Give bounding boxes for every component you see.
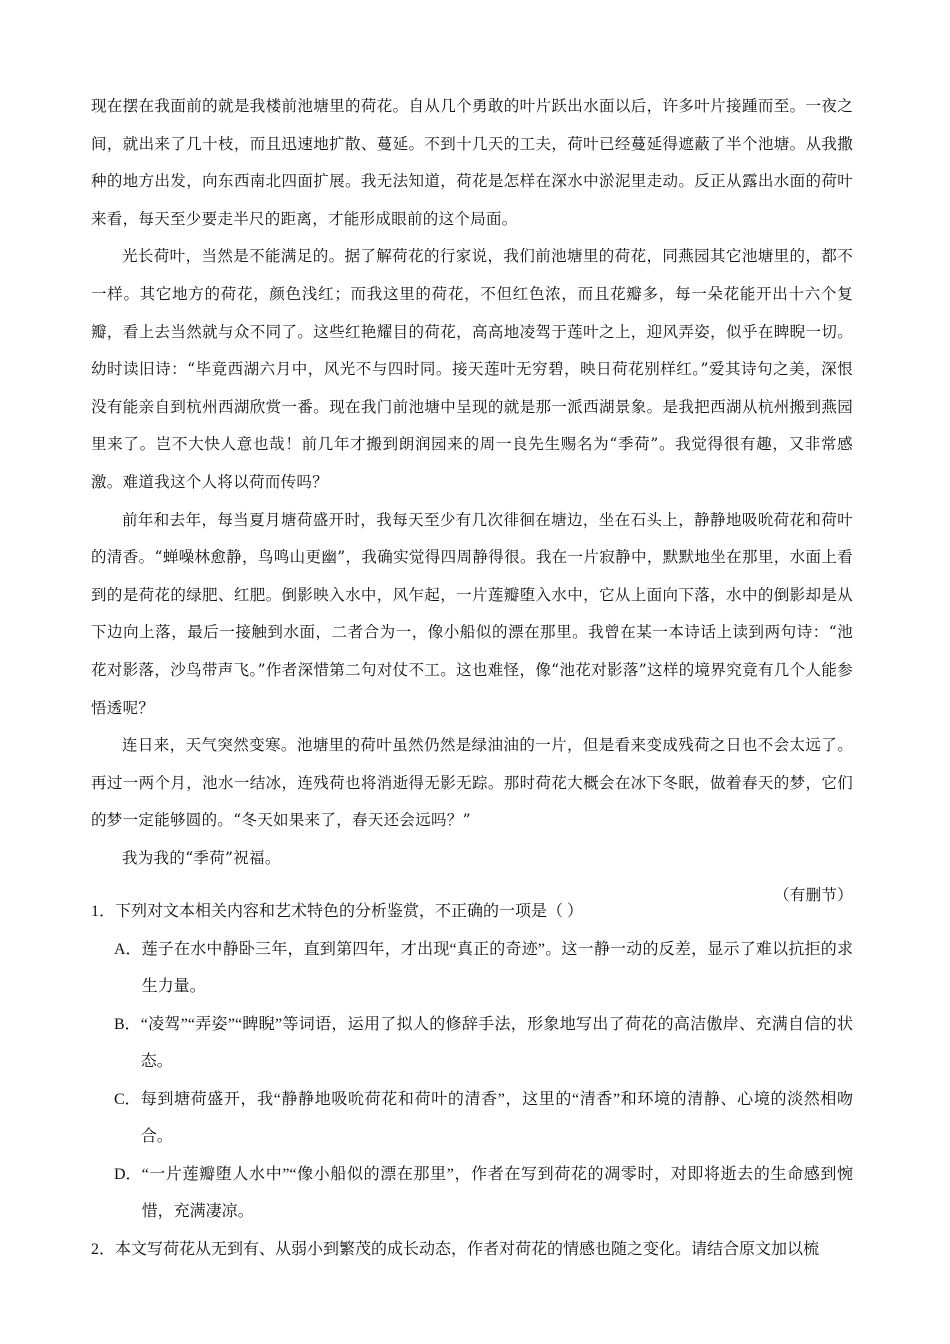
question-stem: 本文写荷花从无到有、从弱小到繁茂的成长动态，作者对荷花的情感也随之变化。请结合原文加以梳 bbox=[115, 1240, 820, 1258]
option-a bbox=[91, 931, 853, 1006]
option-text: 莲子在水中静卧三年，直到第四年，才出现“真正的奇迹”。这一静一动的反差，显示了难以抗拒的求生力量。 bbox=[141, 940, 853, 995]
option-letter: C． bbox=[114, 1090, 141, 1108]
option-c bbox=[91, 1081, 853, 1156]
question-number: 2． bbox=[91, 1240, 116, 1258]
passage-paragraph: 现在摆在我面前的就是我楼前池塘里的荷花。自从几个勇敢的叶片跃出水面以后，许多叶片接踵而至。一夜之间，就出来了几十枝，而且迅速地扩散、蔓延。不到十几天的工夫，荷叶已经蔓延得遮蔽了半个池塘。从我撒种的地方出发，向东西南北四面扩展。我无法知道，荷花是怎样在深水中淤泥里走动。反正从露出水面的荷叶来看，每天至少要走半尺的距离，才能形成眼前的这个局面。 bbox=[91, 97, 853, 228]
passage-paragraph: 我为我的“季荷”祝福。 bbox=[122, 848, 281, 867]
question-number: 1． bbox=[91, 903, 116, 920]
option-letter: A． bbox=[114, 940, 142, 958]
question-2 bbox=[91, 1231, 853, 1269]
option-text: “凌驾”“弄姿”“睥睨”等词语，运用了拟人的修辞手法，形象地写出了荷花的高洁傲岸、充满自信的状态。 bbox=[140, 1015, 853, 1070]
option-b bbox=[91, 1006, 853, 1081]
question-list bbox=[91, 893, 853, 1268]
reading-passage bbox=[91, 88, 853, 915]
option-letter: D． bbox=[114, 1165, 142, 1183]
question-1 bbox=[91, 893, 853, 931]
option-text: “一片莲瓣堕人水中”“像小船似的漂在那里”，作者在写到荷花的凋零时，对即将逝去的生命感到惋惜，充满凄凉。 bbox=[141, 1165, 853, 1220]
passage-paragraph: 光长荷叶，当然是不能满足的。据了解荷花的行家说，我们前池塘里的荷花，同燕园其它池塘里的，都不一样。其它地方的荷花，颜色浅红；而我这里的荷花，不但红色浓，而且花瓣多，每一朵花能开出十六个复瓣，看上去当然就与众不同了。这些红艳耀目的荷花，高高地凌驾于莲叶之上，迎风弄姿，似乎在睥睨一切。幼时读旧诗：“毕竟西湖六月中，风光不与四时同。接天莲叶无穷碧，映日荷花别样红。”爱其诗句之美，深恨没有能亲自到杭州西湖欣赏一番。现在我门前池塘中呈现的就是那一派西湖景象。是我把西湖从杭州搬到燕园里来了。岂不大快人意也哉！前几年才搬到朗润园来的周一良先生赐名为“季荷”。我觉得很有趣，又非常感激。难道我这个人将以荷而传吗？ bbox=[91, 247, 853, 491]
option-d bbox=[91, 1156, 853, 1231]
source-note: （有删节） bbox=[773, 886, 853, 905]
question-stem: 下列对文本相关内容和艺术特色的分析鉴赏，不正确的一项是（ ） bbox=[115, 903, 584, 920]
passage-paragraph: 前年和去年，每当夏月塘荷盛开时，我每天至少有几次徘徊在塘边，坐在石头上，静静地吸吮荷花和荷叶的清香。“蝉噪林愈静，鸟鸣山更幽”，我确实觉得四周静得很。我在一片寂静中，默默地坐在那里，水面上看到的是荷花的绿肥、红肥。倒影映入水中，风乍起，一片莲瓣堕入水中，它从上面向下落，水中的倒影却是从下边向上落，最后一接触到水面，二者合为一，像小船似的漂在那里。我曾在某一本诗话上读到两句诗：“池花对影落，沙鸟带声飞。”作者深惜第二句对仗不工。这也难怪，像“池花对影落”这样的境界究竟有几个人能参悟透呢？ bbox=[91, 510, 853, 717]
option-text: 每到塘荷盛开，我“静静地吸吮荷花和荷叶的清香”，这里的“清香”和环境的清静、心境的淡然相吻合。 bbox=[140, 1090, 853, 1145]
option-letter: B． bbox=[114, 1015, 141, 1033]
passage-paragraph: 连日来，天气突然变寒。池塘里的荷叶虽然仍然是绿油油的一片，但是看来变成残荷之日也不会太远了。再过一两个月，池水一结冰，连残荷也将消逝得无影无踪。那时荷花大概会在冰下冬眠，做着春天的梦，它们的梦一定能够圆的。“冬天如果来了，春天还会远吗？” bbox=[91, 736, 853, 830]
